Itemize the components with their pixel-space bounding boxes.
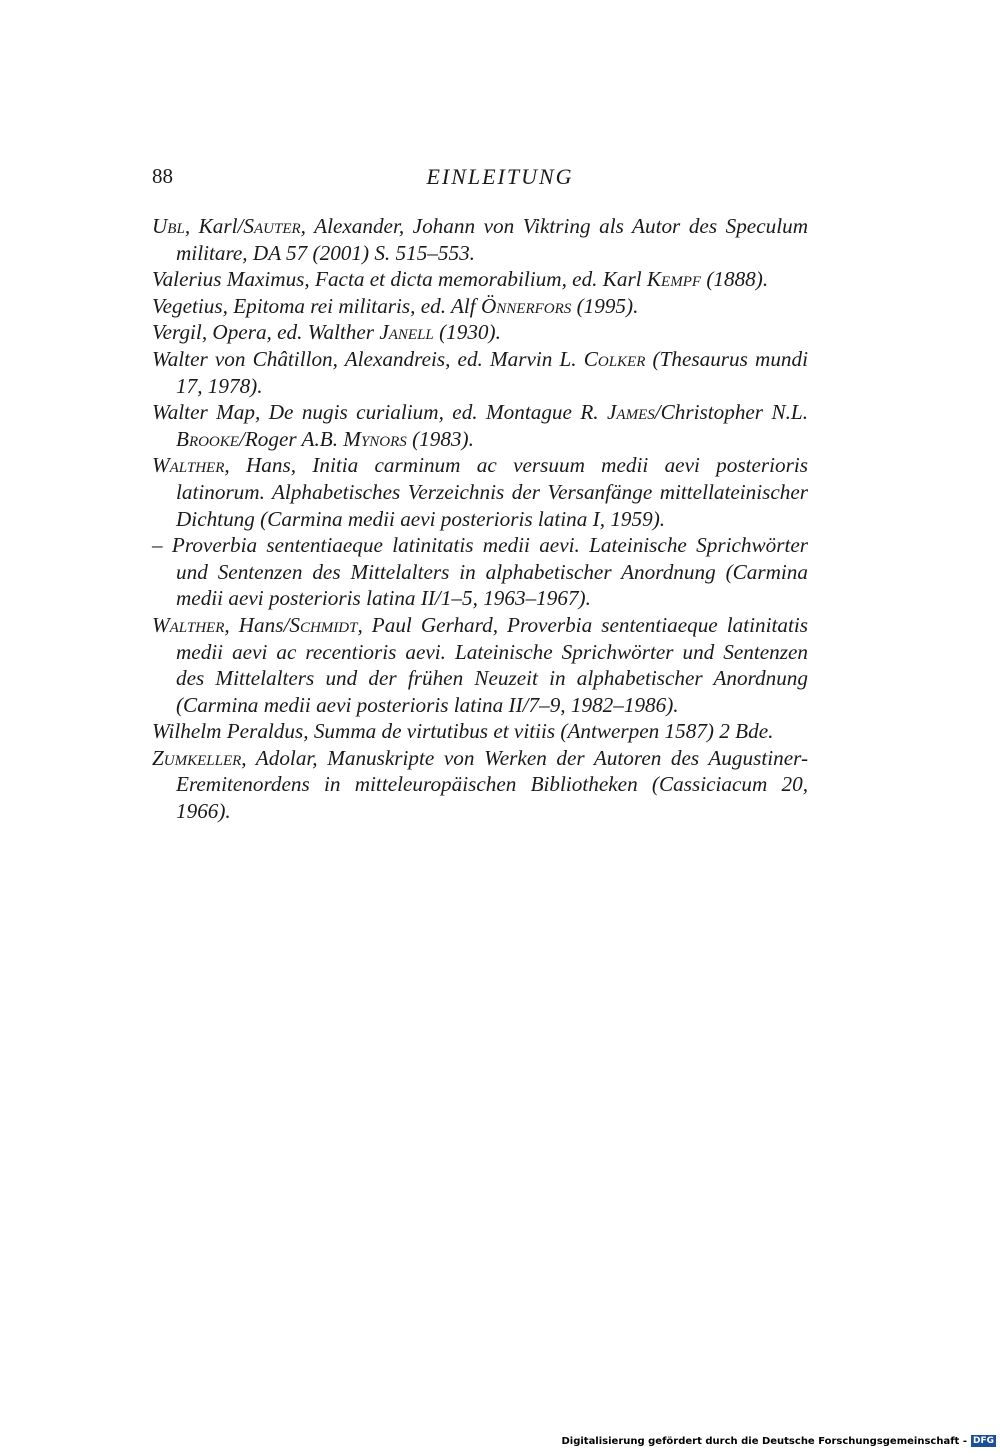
bibliography-entry — [152, 293, 808, 320]
bibliography-entry — [152, 612, 808, 718]
entry-text: – Proverbia sententiaeque latinitatis medii aevi. Lateinische Sprichwörter und Sentenzen des Mittelalters in alphabetischer Anordnung (Carmina medii aevi posterioris latina II/1–5, 1963–1967). — [152, 533, 808, 611]
entry-text: Vergil, Opera, ed. Walther — [152, 320, 380, 345]
author-name: Ubl — [152, 214, 185, 238]
author-name: Walther — [152, 612, 225, 637]
bibliography-entry — [152, 718, 808, 745]
entry-text: , Paul Gerhard, Proverbia sententiaeque latinitatis medii aevi ac recentioris aevi. Lateinische Sprichwörter und Sentenzen des Mittelalters und der frühen Neuzeit in alphabetischer Anordnung (Carmina medii aevi posterioris latina II/7–9, 1982–1986). — [176, 612, 809, 717]
entry-text: (1983). — [406, 426, 474, 451]
bibliography-list — [152, 213, 808, 825]
bibliography-entry — [152, 346, 808, 399]
bibliography-entry — [152, 745, 808, 825]
bibliography-entry — [152, 266, 808, 293]
page-number: 88 — [152, 164, 173, 188]
entry-text: (1930). — [433, 320, 501, 345]
bibliography-entry — [152, 532, 808, 612]
entry-text: , Hans/ — [224, 612, 290, 637]
entry-text: Valerius Maximus, Facta et dicta memorabilium, ed. Karl — [152, 267, 647, 292]
editor-name: Önnerfors — [480, 293, 572, 318]
footer-text: Digitalisierung gefördert durch die Deutsche Forschungsgemeinschaft - — [561, 1435, 967, 1447]
author-name: Schmidt — [289, 612, 358, 637]
editor-name: Brooke — [176, 426, 239, 451]
entry-text: /Christopher N.L. — [654, 400, 808, 425]
editor-name: Mynors — [343, 426, 407, 451]
entry-text: , Alexander, Johann von Viktring als Autor des Speculum militare, DA 57 (2001) S. 515–553. — [176, 214, 808, 265]
author-name: Zumkeller — [152, 745, 242, 770]
entry-text: (Thesaurus mundi 17, 1978). — [176, 346, 808, 398]
entry-text: , Adolar, Manuskripte von Werken der Autoren des Augustiner-Eremitenordens in mitteleuropäischen Bibliotheken (Cassiciacum 20, 1966). — [176, 745, 808, 824]
editor-name: Colker — [583, 346, 646, 371]
entry-text: Vegetius, Epitoma rei militaris, ed. Alf — [152, 293, 481, 318]
editor-name: Kempf — [646, 267, 702, 292]
entry-text: Wilhelm Peraldus, Summa de virtutibus et vitiis (Antwerpen 1587) 2 Bde. — [152, 719, 774, 744]
entry-text: /Roger A.B. — [238, 426, 344, 451]
author-name: Sauter — [243, 214, 301, 238]
entry-text: , Hans, Initia carminum ac versuum medii aevi posterioris latinorum. Alphabetisches Verzeichnis der Versanfänge mittellateinischer Dichtung (Carmina medii aevi posterioris latina I, 1959). — [176, 453, 808, 531]
entry-text: , Karl/ — [184, 214, 244, 238]
author-name: Walther — [152, 453, 225, 478]
entry-text: Walter Map, De nugis curialium, ed. Montague R. — [152, 400, 608, 425]
editor-name: James — [607, 400, 655, 425]
bibliography-entry — [152, 213, 808, 266]
entry-text: Walter von Châtillon, Alexandreis, ed. Marvin L. — [152, 346, 584, 371]
running-head: EINLEITUNG — [426, 164, 574, 189]
bibliography-entry — [152, 399, 808, 452]
editor-name: Janell — [379, 320, 434, 345]
bibliography-entry — [152, 452, 808, 532]
entry-text: (1995). — [571, 293, 639, 318]
entry-text: (1888). — [701, 267, 769, 292]
dfg-logo: DFG — [972, 1436, 994, 1446]
digitization-footer — [561, 1435, 996, 1447]
bibliography-entry — [152, 319, 808, 346]
